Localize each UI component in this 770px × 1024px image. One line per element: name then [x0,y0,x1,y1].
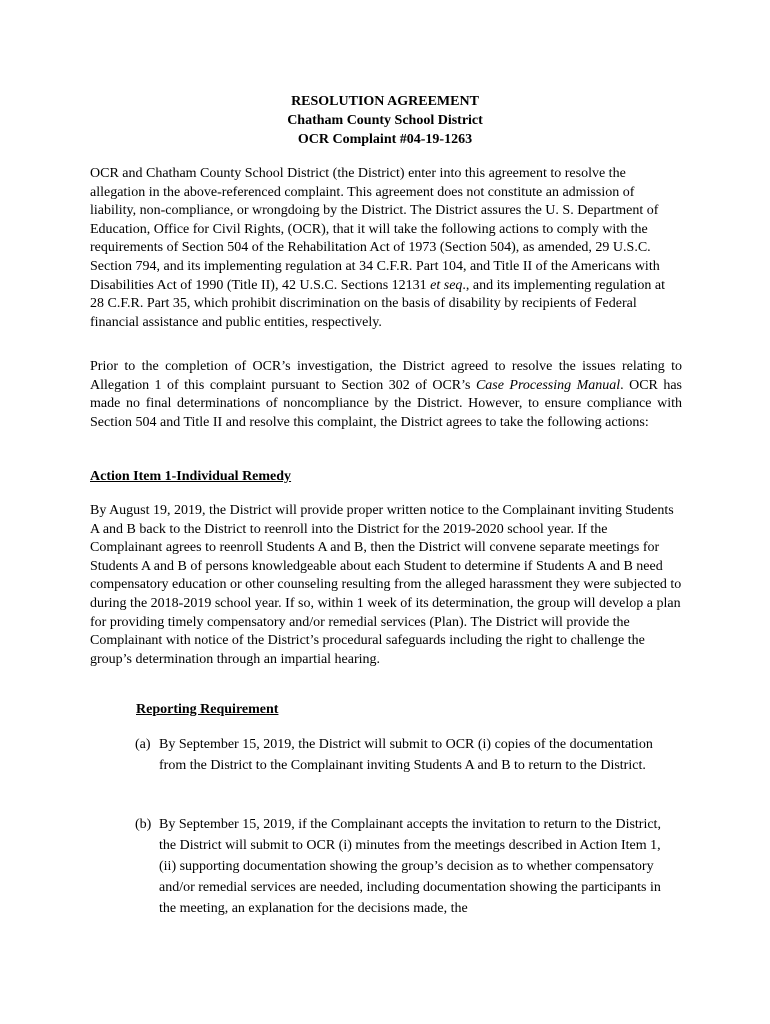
district-name: Chatham County School District [287,113,483,128]
action-item-paragraph: By August 19, 2019, the District will provide proper written notice to the Complainant inviting Students A and B back to the District to reenroll into the District for the 2019-2020 school year. If the Complainant agrees to reenroll Students A and B, then the District will convene separate meetings for Students A and B of persons knowledgeable about each Student to determine if Students A and B need compensatory education or other counseling resulting from the alleged harassment they were subjected to during the 2018-2019 school year. If so, within 1 week of its determination, the group will develop a plan for providing timely compensatory and/or remedial services (Plan). The District will provide the Complainant with notice of the District’s procedural safeguards including the right to challenge the group’s determination through an impartial hearing. [90,503,682,667]
item-label: (b) [135,817,152,832]
item-text: By September 15, 2019, if the Complainant accepts the invitation to return to the District, the District will submit to OCR (i) minutes from the meetings described in Action Item 1, (ii) supporting documentation showing the group’s decision as to whether compensatory and/or remedial services are needed, including documentation showing the participants in the meeting, an explanation for the decisions made, the [159,817,661,916]
prior-paragraph: Prior to the completion of OCR’s investigation, the District agreed to resolve the issues relating to Allegation 1 of this complaint pursuant to Section 302 of OCR’s Case Processing Manual. OCR has made no final determinations of noncompliance by the District. However, to ensure compliance with Section 504 and Title II and resolve this complaint, the District agrees to take the following actions: [90,359,682,430]
reporting-requirement-heading: Reporting Requirement [136,702,279,717]
intro-paragraph: OCR and Chatham County School District (the District) enter into this agreement to resolve the allegation in the above-referenced complaint. This agreement does not constitute an admission of liability, non-compliance, or wrongdoing by the District. The District assures the U. S. Department of Education, Office for Civil Rights, (OCR), that it will take the following actions to comply with the requirements of Section 504 of the Rehabilitation Act of 1973 (Section 504), as amended, 29 U.S.C. Section 794, and its implementing regulation at 34 C.F.R. Part 104, and Title II of the Americans with Disabilities Act of 1990 (Title II), 42 U.S.C. Sections 12131 et seq., and its implementing regulation at 28 C.F.R. Part 35, which prohibit discrimination on the basis of disability by recipients of Federal financial assistance and public entities, respectively. [90,166,665,330]
complaint-number: OCR Complaint #04-19-1263 [297,132,473,147]
item-text: By September 15, 2019, the District will submit to OCR (i) copies of the documentation from the District to the Complainant inviting Students A and B to return to the District. [159,737,653,773]
reporting-item-b [135,814,675,919]
agreement-title: RESOLUTION AGREEMENT [291,94,479,109]
reporting-item-a [135,734,675,776]
item-label: (a) [135,737,151,752]
action-item-heading: Action Item 1-Individual Remedy [90,469,292,484]
document-header [0,92,770,149]
